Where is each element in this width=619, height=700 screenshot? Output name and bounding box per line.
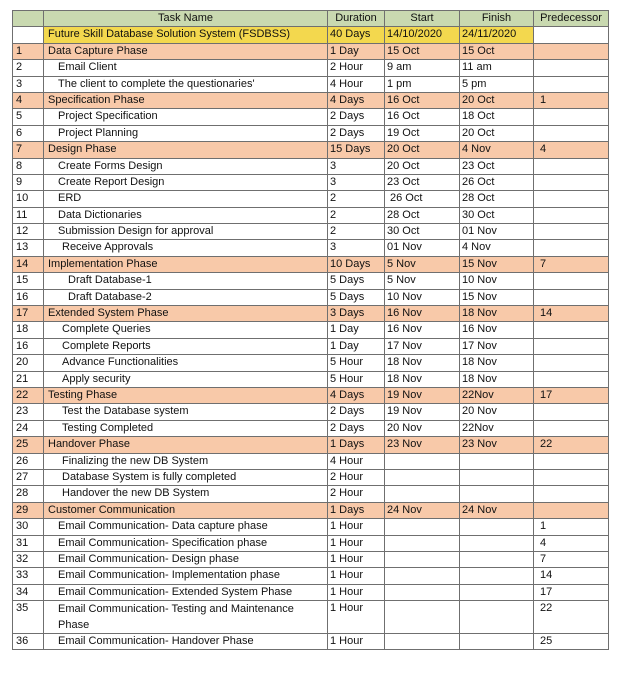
cell-predecessor [534, 27, 609, 43]
table-row [13, 76, 609, 92]
cell-finish: 22Nov [460, 420, 534, 436]
cell-predecessor [534, 453, 609, 469]
cell-id: 11 [13, 207, 44, 223]
cell-predecessor [534, 174, 609, 190]
cell-start: 16 Oct [385, 109, 460, 125]
cell-predecessor [534, 355, 609, 371]
cell-duration: 2 [328, 224, 385, 240]
cell-task-name: The client to complete the questionaries' [44, 76, 328, 92]
cell-finish: 17 Nov [460, 338, 534, 354]
cell-duration: 3 Days [328, 306, 385, 322]
header-row [13, 11, 609, 27]
cell-predecessor [534, 224, 609, 240]
cell-duration: 2 Hour [328, 60, 385, 76]
cell-id: 3 [13, 76, 44, 92]
cell-id: 32 [13, 551, 44, 567]
cell-predecessor: 14 [534, 568, 609, 584]
cell-finish [460, 453, 534, 469]
table-row [13, 502, 609, 518]
cell-task-name: Customer Communication [44, 502, 328, 518]
cell-id: 5 [13, 109, 44, 125]
cell-duration: 3 [328, 174, 385, 190]
cell-id: 27 [13, 469, 44, 485]
cell-finish [460, 469, 534, 485]
cell-task-name: Handover Phase [44, 437, 328, 453]
cell-predecessor: 4 [534, 142, 609, 158]
table-row [13, 158, 609, 174]
cell-id: 13 [13, 240, 44, 256]
cell-start [385, 601, 460, 634]
cell-finish: 15 Nov [460, 256, 534, 272]
cell-duration: 2 [328, 207, 385, 223]
cell-duration: 2 Days [328, 109, 385, 125]
cell-id: 18 [13, 322, 44, 338]
cell-start: 18 Nov [385, 371, 460, 387]
cell-start: 14/10/2020 [385, 27, 460, 43]
cell-finish [460, 601, 534, 634]
cell-task-name: Create Report Design [44, 174, 328, 190]
cell-id: 31 [13, 535, 44, 551]
cell-finish [460, 634, 534, 650]
cell-start: 16 Nov [385, 322, 460, 338]
cell-finish: 18 Oct [460, 109, 534, 125]
cell-id [13, 27, 44, 43]
cell-finish [460, 535, 534, 551]
cell-task-name: Test the Database system [44, 404, 328, 420]
cell-id: 28 [13, 486, 44, 502]
cell-predecessor: 17 [534, 584, 609, 600]
cell-id: 25 [13, 437, 44, 453]
cell-duration: 1 Day [328, 338, 385, 354]
cell-duration: 1 Hour [328, 519, 385, 535]
cell-start: 19 Nov [385, 387, 460, 403]
cell-finish: 18 Nov [460, 306, 534, 322]
cell-predecessor [534, 322, 609, 338]
cell-finish: 20 Oct [460, 92, 534, 108]
cell-predecessor: 7 [534, 256, 609, 272]
table-row [13, 125, 609, 141]
cell-predecessor [534, 240, 609, 256]
cell-start: 20 Oct [385, 158, 460, 174]
cell-predecessor: 4 [534, 535, 609, 551]
cell-finish [460, 584, 534, 600]
cell-predecessor [534, 371, 609, 387]
cell-id: 16 [13, 338, 44, 354]
cell-finish: 11 am [460, 60, 534, 76]
cell-finish: 23 Oct [460, 158, 534, 174]
table-row [13, 338, 609, 354]
table-row [13, 289, 609, 305]
cell-finish: 18 Nov [460, 371, 534, 387]
cell-duration: 1 Hour [328, 584, 385, 600]
table-row [13, 109, 609, 125]
cell-duration: 2 Days [328, 404, 385, 420]
cell-start [385, 584, 460, 600]
cell-duration: 4 Hour [328, 453, 385, 469]
cell-predecessor [534, 207, 609, 223]
cell-finish: 23 Nov [460, 437, 534, 453]
cell-predecessor [534, 109, 609, 125]
cell-predecessor [534, 404, 609, 420]
cell-finish [460, 551, 534, 567]
cell-duration: 4 Days [328, 92, 385, 108]
cell-predecessor [534, 191, 609, 207]
cell-task-name: Draft Database-1 [44, 273, 328, 289]
table-row [13, 387, 609, 403]
cell-duration: 2 Hour [328, 469, 385, 485]
header-finish: Finish [460, 11, 534, 27]
cell-task-name: Complete Queries [44, 322, 328, 338]
cell-finish: 01 Nov [460, 224, 534, 240]
cell-start: 24 Nov [385, 502, 460, 518]
table-row [13, 568, 609, 584]
cell-id: 6 [13, 125, 44, 141]
table-row [13, 453, 609, 469]
cell-id: 2 [13, 60, 44, 76]
cell-predecessor [534, 289, 609, 305]
cell-predecessor: 22 [534, 437, 609, 453]
cell-id: 1 [13, 43, 44, 59]
table-row [13, 43, 609, 59]
header-predecessor: Predecessor [534, 11, 609, 27]
cell-predecessor [534, 125, 609, 141]
cell-predecessor: 1 [534, 519, 609, 535]
cell-duration: 1 Day [328, 43, 385, 59]
cell-task-name: Advance Functionalities [44, 355, 328, 371]
cell-duration: 2 Days [328, 125, 385, 141]
cell-duration: 5 Days [328, 273, 385, 289]
cell-predecessor [534, 502, 609, 518]
cell-task-name: Handover the new DB System [44, 486, 328, 502]
cell-id: 34 [13, 584, 44, 600]
cell-task-name: Specification Phase [44, 92, 328, 108]
table-row [13, 601, 609, 634]
cell-id: 16 [13, 289, 44, 305]
cell-id: 24 [13, 420, 44, 436]
cell-predecessor [534, 76, 609, 92]
table-row [13, 322, 609, 338]
cell-start [385, 551, 460, 567]
project-schedule-table [12, 10, 609, 650]
cell-start: 16 Oct [385, 92, 460, 108]
cell-task-name: Testing Completed [44, 420, 328, 436]
cell-start: 10 Nov [385, 289, 460, 305]
cell-task-name: Future Skill Database Solution System (FSDBSS) [44, 27, 328, 43]
cell-finish: 5 pm [460, 76, 534, 92]
cell-duration: 2 Hour [328, 486, 385, 502]
table-row [13, 634, 609, 650]
cell-start: 26 Oct [385, 191, 460, 207]
cell-predecessor: 1 [534, 92, 609, 108]
header-duration: Duration [328, 11, 385, 27]
cell-task-name: Data Dictionaries [44, 207, 328, 223]
cell-task-name: Finalizing the new DB System [44, 453, 328, 469]
cell-id: 20 [13, 355, 44, 371]
cell-predecessor [534, 338, 609, 354]
cell-id: 12 [13, 224, 44, 240]
cell-task-name: Draft Database-2 [44, 289, 328, 305]
table-row [13, 519, 609, 535]
table-row [13, 437, 609, 453]
cell-start: 1 pm [385, 76, 460, 92]
cell-finish: 24/11/2020 [460, 27, 534, 43]
cell-duration: 2 Days [328, 420, 385, 436]
table-row [13, 535, 609, 551]
cell-task-name: Project Planning [44, 125, 328, 141]
cell-start: 23 Nov [385, 437, 460, 453]
cell-start [385, 469, 460, 485]
cell-start: 01 Nov [385, 240, 460, 256]
cell-duration: 15 Days [328, 142, 385, 158]
cell-duration: 1 Hour [328, 568, 385, 584]
cell-task-name: Email Communication- Specification phase [44, 535, 328, 551]
cell-duration: 5 Hour [328, 355, 385, 371]
cell-predecessor [534, 273, 609, 289]
table-row [13, 371, 609, 387]
cell-id: 22 [13, 387, 44, 403]
cell-task-name: Email Communication- Handover Phase [44, 634, 328, 650]
table-row [13, 240, 609, 256]
table-row [13, 355, 609, 371]
cell-finish [460, 519, 534, 535]
cell-finish: 4 Nov [460, 142, 534, 158]
cell-predecessor [534, 60, 609, 76]
cell-finish: 24 Nov [460, 502, 534, 518]
cell-start: 15 Oct [385, 43, 460, 59]
table-row [13, 27, 609, 43]
cell-duration: 5 Hour [328, 371, 385, 387]
cell-id: 4 [13, 92, 44, 108]
table-row [13, 306, 609, 322]
cell-id: 35 [13, 601, 44, 634]
cell-start: 20 Oct [385, 142, 460, 158]
cell-predecessor [534, 486, 609, 502]
cell-start: 9 am [385, 60, 460, 76]
cell-id: 23 [13, 404, 44, 420]
cell-start [385, 634, 460, 650]
cell-start: 20 Nov [385, 420, 460, 436]
cell-start: 23 Oct [385, 174, 460, 190]
header-start: Start [385, 11, 460, 27]
cell-task-name: Email Communication- Extended System Phase [44, 584, 328, 600]
cell-task-name: Email Client [44, 60, 328, 76]
cell-task-name: Testing Phase [44, 387, 328, 403]
cell-finish: 15 Oct [460, 43, 534, 59]
table-row [13, 224, 609, 240]
cell-start: 19 Oct [385, 125, 460, 141]
cell-duration: 10 Days [328, 256, 385, 272]
cell-id: 15 [13, 273, 44, 289]
table-row [13, 404, 609, 420]
table-row [13, 207, 609, 223]
cell-start: 19 Nov [385, 404, 460, 420]
cell-duration: 1 Days [328, 437, 385, 453]
table-row [13, 486, 609, 502]
cell-finish: 30 Oct [460, 207, 534, 223]
cell-predecessor: 25 [534, 634, 609, 650]
cell-predecessor [534, 420, 609, 436]
cell-finish: 20 Nov [460, 404, 534, 420]
cell-start: 16 Nov [385, 306, 460, 322]
table-row [13, 420, 609, 436]
cell-duration: 40 Days [328, 27, 385, 43]
table-row [13, 469, 609, 485]
cell-id: 8 [13, 158, 44, 174]
cell-start [385, 535, 460, 551]
table-row [13, 273, 609, 289]
header-id [13, 11, 44, 27]
cell-id: 14 [13, 256, 44, 272]
cell-task-name: Extended System Phase [44, 306, 328, 322]
cell-id: 33 [13, 568, 44, 584]
cell-duration: 3 [328, 240, 385, 256]
cell-task-name: Complete Reports [44, 338, 328, 354]
cell-start: 5 Nov [385, 256, 460, 272]
cell-duration: 1 Day [328, 322, 385, 338]
cell-duration: 1 Days [328, 502, 385, 518]
cell-duration: 2 [328, 191, 385, 207]
cell-predecessor [534, 158, 609, 174]
cell-start [385, 519, 460, 535]
header-task-name: Task Name [44, 11, 328, 27]
cell-finish: 4 Nov [460, 240, 534, 256]
cell-duration: 3 [328, 158, 385, 174]
cell-task-name: Create Forms Design [44, 158, 328, 174]
cell-task-name: Database System is fully completed [44, 469, 328, 485]
cell-task-name: Email Communication- Testing and Maintenance Phase [44, 601, 328, 634]
cell-start [385, 568, 460, 584]
cell-finish: 28 Oct [460, 191, 534, 207]
table-row [13, 551, 609, 567]
cell-task-name: Email Communication- Implementation phase [44, 568, 328, 584]
cell-id: 30 [13, 519, 44, 535]
cell-finish: 18 Nov [460, 355, 534, 371]
cell-start: 28 Oct [385, 207, 460, 223]
cell-id: 10 [13, 191, 44, 207]
cell-start [385, 453, 460, 469]
table-row [13, 256, 609, 272]
cell-predecessor: 14 [534, 306, 609, 322]
cell-duration: 5 Days [328, 289, 385, 305]
cell-start: 30 Oct [385, 224, 460, 240]
cell-duration: 1 Hour [328, 551, 385, 567]
cell-task-name: Email Communication- Data capture phase [44, 519, 328, 535]
cell-predecessor: 7 [534, 551, 609, 567]
table-row [13, 60, 609, 76]
cell-predecessor [534, 43, 609, 59]
cell-task-name: Data Capture Phase [44, 43, 328, 59]
cell-finish: 20 Oct [460, 125, 534, 141]
cell-id: 17 [13, 306, 44, 322]
table-row [13, 92, 609, 108]
cell-start: 17 Nov [385, 338, 460, 354]
cell-finish: 15 Nov [460, 289, 534, 305]
cell-task-name: Project Specification [44, 109, 328, 125]
cell-id: 7 [13, 142, 44, 158]
cell-id: 26 [13, 453, 44, 469]
cell-task-name: ERD [44, 191, 328, 207]
cell-predecessor: 22 [534, 601, 609, 634]
cell-duration: 4 Hour [328, 76, 385, 92]
cell-finish [460, 568, 534, 584]
cell-predecessor [534, 469, 609, 485]
table-row [13, 584, 609, 600]
cell-start [385, 486, 460, 502]
cell-id: 36 [13, 634, 44, 650]
cell-id: 29 [13, 502, 44, 518]
table-row [13, 191, 609, 207]
cell-finish: 10 Nov [460, 273, 534, 289]
cell-task-name: Email Communication- Design phase [44, 551, 328, 567]
cell-finish: 22Nov [460, 387, 534, 403]
cell-duration: 4 Days [328, 387, 385, 403]
cell-id: 9 [13, 174, 44, 190]
table-row [13, 174, 609, 190]
cell-task-name: Design Phase [44, 142, 328, 158]
cell-task-name: Receive Approvals [44, 240, 328, 256]
cell-duration: 1 Hour [328, 535, 385, 551]
cell-task-name: Submission Design for approval [44, 224, 328, 240]
cell-duration: 1 Hour [328, 601, 385, 634]
cell-id: 21 [13, 371, 44, 387]
table-row [13, 142, 609, 158]
cell-task-name: Apply security [44, 371, 328, 387]
cell-task-name: Implementation Phase [44, 256, 328, 272]
cell-start: 18 Nov [385, 355, 460, 371]
cell-duration: 1 Hour [328, 634, 385, 650]
cell-finish [460, 486, 534, 502]
cell-finish: 16 Nov [460, 322, 534, 338]
cell-predecessor: 17 [534, 387, 609, 403]
cell-finish: 26 Oct [460, 174, 534, 190]
cell-start: 5 Nov [385, 273, 460, 289]
